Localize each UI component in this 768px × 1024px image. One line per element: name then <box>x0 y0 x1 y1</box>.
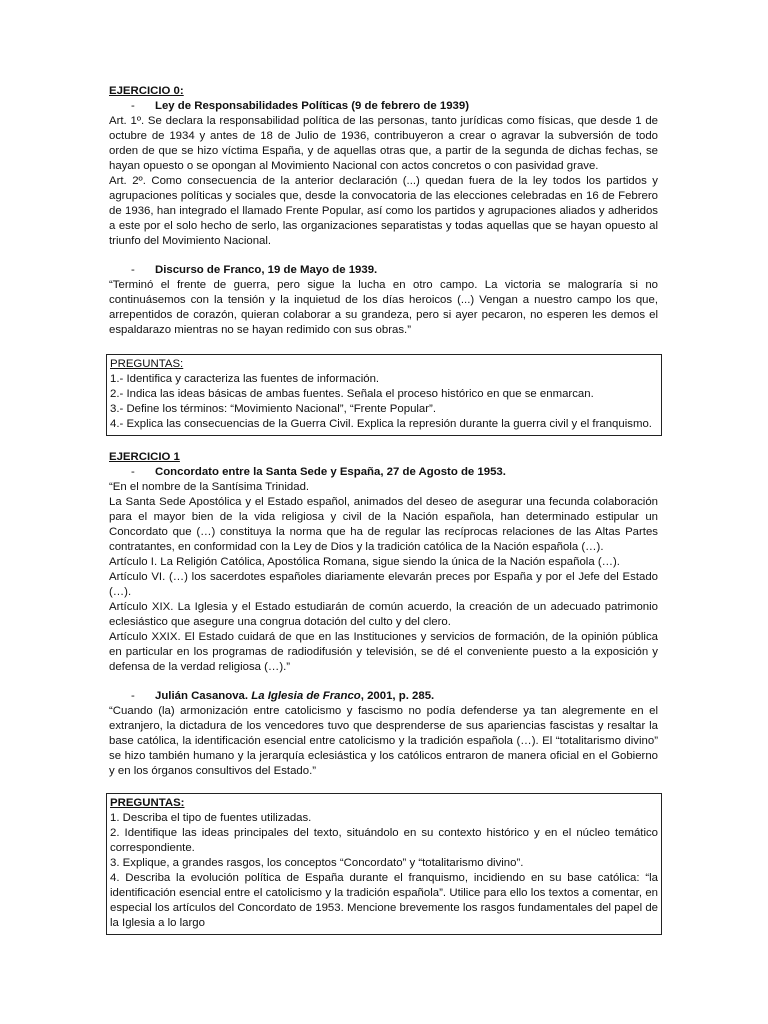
source-citation: , 2001, p. 285. <box>360 690 435 702</box>
article-1-paragraph: Art. 1º. Se declara la responsabilidad política de las personas, tanto jurídicas como físicas, que desde 1 de octubre de 1934 y antes de 18 de Julio de 1936, contribuyeron a crear o agravar la subversión de todo orden de que se hizo víctima España, y de aquellas otras que, a partir de la segunda de dichas fechas, se hayan opuesto o se opongan al Movimiento Nacional con actos concretos o con pasividad grave. <box>109 115 658 172</box>
concordato-intro: “En el nombre de la Santísima Trinidad. <box>109 481 310 493</box>
exercise-0-questions-box <box>106 354 662 436</box>
source-title: Concordato entre la Santa Sede y España, 27 de Agosto de 1953. <box>155 466 506 478</box>
exercise-0-heading: EJERCICIO 0: <box>109 85 184 97</box>
concordato-paragraph: La Santa Sede Apostólica y el Estado español, animados del deseo de asegurar una fecunda colaboración para el mayor bien de la vida religiosa y civil de la Nación española, han determinado estipular un Concordato que (…) constituya la norma que ha de regular las recíprocas relaciones de las Altas Partes contratantes, en conformidad con la Ley de Dios y la tradición católica de la Nación española (…). <box>109 496 658 553</box>
question-1: 1.- Identifica y caracteriza las fuentes de información. <box>110 373 380 385</box>
source-author: Julián Casanova. <box>155 690 249 702</box>
bullet-dash: - <box>131 690 135 702</box>
question-1: 1. Describa el tipo de fuentes utilizadas. <box>110 812 312 824</box>
questions-title: PREGUNTAS: <box>110 358 184 370</box>
bullet-dash: - <box>131 100 135 112</box>
bullet-dash: - <box>131 466 135 478</box>
source-title: Ley de Responsabilidades Políticas (9 de febrero de 1939) <box>155 100 469 112</box>
source-casanova <box>109 689 658 704</box>
franco-quote: “Terminó el frente de guerra, pero sigue la lucha en otro campo. La victoria se malograría si no continuásemos con la tensión y la inquietud de los días heroicos (...) Vengan a nuestro campo los que, arrepentidos de corazón, quieran colaborar a su grandeza, pero si ayer pecaron, no esperen les demos el espaldarazo mientras no se hayan redimido con sus obras.” <box>109 279 658 336</box>
source-concordato <box>109 465 658 480</box>
source-ley-responsabilidades <box>109 99 658 114</box>
bullet-dash: - <box>131 264 135 276</box>
article-2-paragraph: Art. 2º. Como consecuencia de la anterior declaración (...) quedan fuera de la ley todos los partidos y agrupaciones políticas y sociales que, desde la convocatoria de las elecciones celebradas en 16 de Febrero de 1936, han integrado el llamado Frente Popular, así como los partidos y agrupaciones aliados y adheridos a este por el solo hecho de serlo, las organizaciones separatistas y todas aquellas que se hayan opuesto al triunfo del Movimiento Nacional. <box>109 175 658 247</box>
source-discurso-franco <box>109 263 658 278</box>
source-book-title: La Iglesia de Franco <box>251 690 361 702</box>
articulo-xix: Artículo XIX. La Iglesia y el Estado estudiarán de común acuerdo, la creación de un adecuado patrimonio eclesiástico que asegure una congrua dotación del culto y del clero. <box>109 601 658 628</box>
articulo-vi: Artículo VI. (…) los sacerdotes españoles diariamente elevarán preces por España y por el Jefe del Estado (…). <box>109 571 658 598</box>
source-title: Discurso de Franco, 19 de Mayo de 1939. <box>155 264 378 276</box>
question-2: 2. Identifique las ideas principales del texto, situándolo en su contexto histórico y en el núcleo temático correspondiente. <box>110 827 658 854</box>
casanova-quote: “Cuando (la) armonización entre catolicismo y fascismo no podía defenderse ya tan alegremente en el extranjero, la dictadura de los vencedores tuvo que desprenderse de sus apariencias fascistas y resaltar la base católica, la identificación esencial entre catolicismo y la tradición española (…). El “totalitarismo divino” se hizo también humano y la jerarquía eclesiástica y los católicos entraron de manera oficial en el Gobierno y en los órganos consultivos del Estado.” <box>109 705 658 777</box>
question-3: 3.- Define los términos: “Movimiento Nacional”, “Frente Popular”. <box>110 403 437 415</box>
questions-title: PREGUNTAS: <box>110 797 185 809</box>
question-4: 4. Describa la evolución política de España durante el franquismo, incidiendo en su base católica: “la identificación esencial entre el catolicismo y la tradición española”. Utilice para ello los textos a comentar, en especial los artículos del Concordato de 1953. Mencione brevemente los rasgos fundamentales del papel de la Iglesia a lo largo <box>110 872 658 929</box>
question-3: 3. Explique, a grandes rasgos, los conceptos “Concordato” y “totalitarismo divino”. <box>110 857 524 869</box>
question-2: 2.- Indica las ideas básicas de ambas fuentes. Señala el proceso histórico en que se enmarcan. <box>110 388 594 400</box>
source-title <box>155 690 434 702</box>
question-4: 4.- Explica las consecuencias de la Guerra Civil. Explica la represión durante la guerra civil y el franquismo. <box>110 418 652 430</box>
exercise-1-heading: EJERCICIO 1 <box>109 451 180 463</box>
articulo-xxix: Artículo XXIX. El Estado cuidará de que en las Instituciones y servicios de formación, de la opinión pública en particular en los programas de radiodifusión y televisión, se dé el conveniente puesto a la exposición y defensa de la verdad religiosa (…).” <box>109 631 658 673</box>
articulo-i: Artículo I. La Religión Católica, Apostólica Romana, sigue siendo la única de la Nación española (…). <box>109 556 620 568</box>
exercise-1-questions-box <box>106 793 662 935</box>
document-content <box>109 84 658 935</box>
